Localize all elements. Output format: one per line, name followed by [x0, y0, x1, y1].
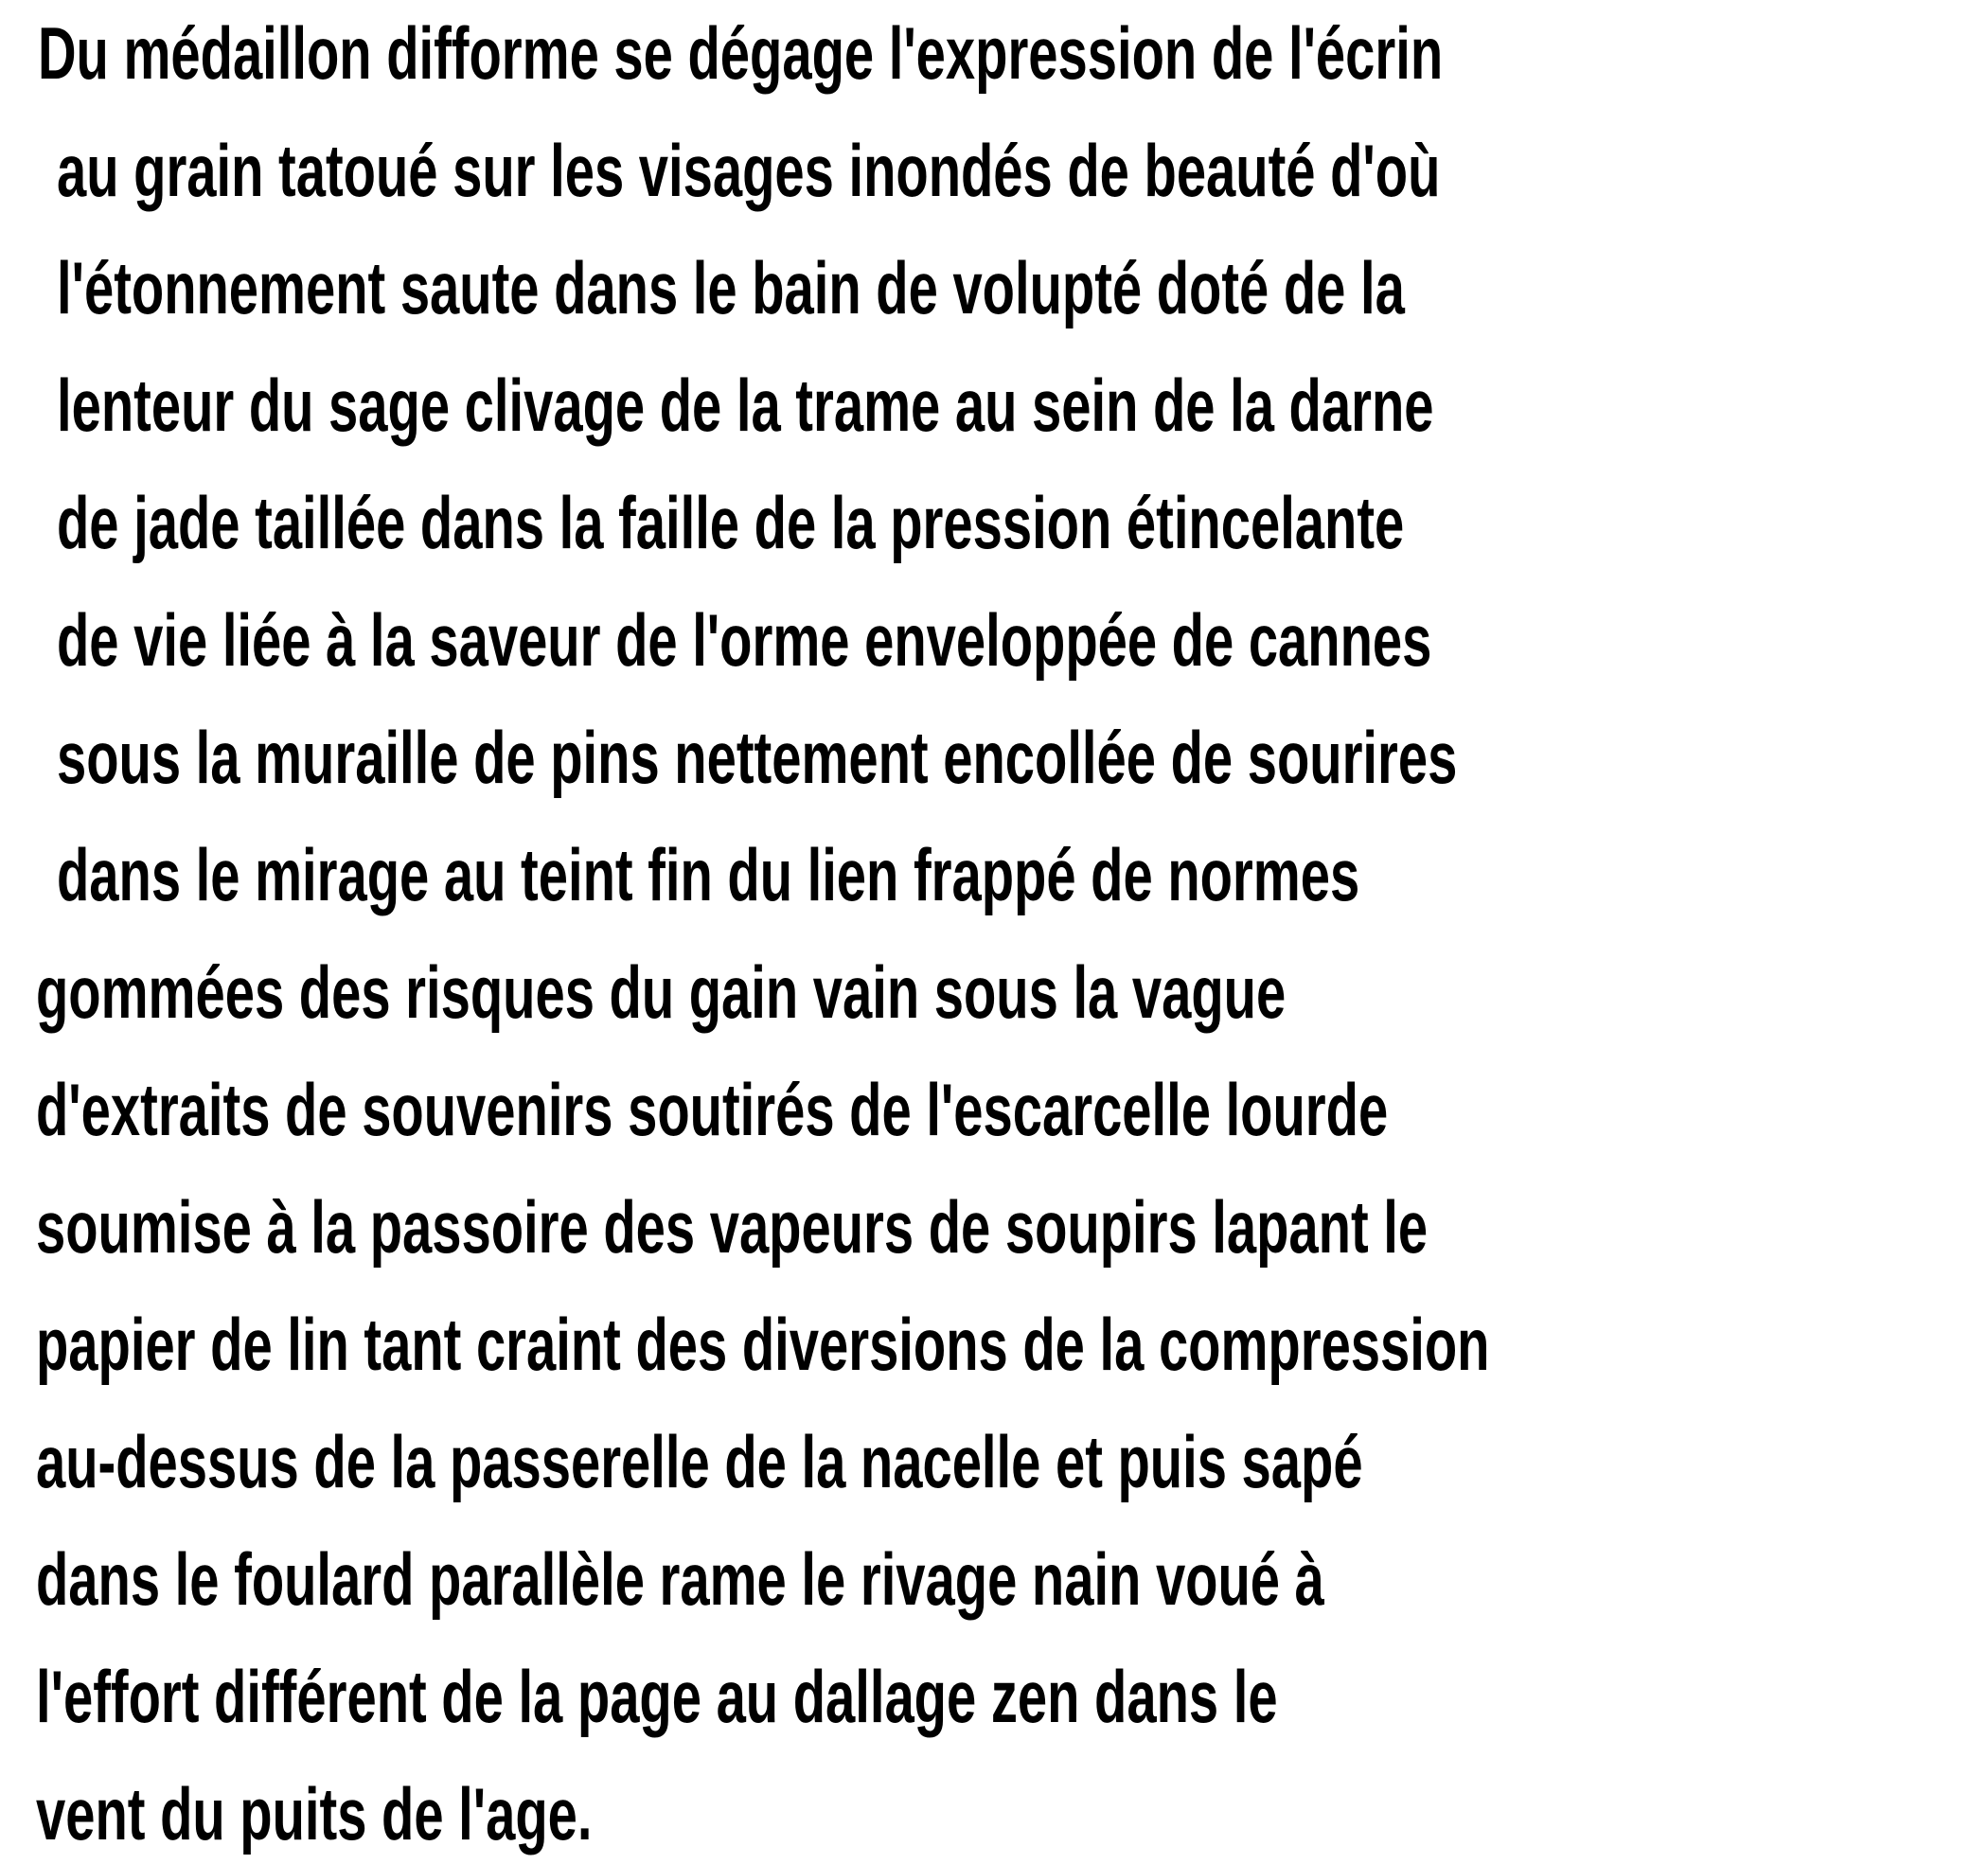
text-line: l'effort différent de la page au dallage zen dans le — [36, 1655, 1278, 1738]
text-line: l'étonnement saute dans le bain de volupté doté de la — [57, 246, 1405, 329]
text-line: dans le mirage au teint fin du lien frappé de normes — [57, 833, 1360, 916]
text-line: de vie liée à la saveur de l'orme enveloppée de cannes — [57, 598, 1432, 682]
text-line: dans le foulard parallèle rame le rivage nain voué à — [36, 1537, 1324, 1621]
text-line: soumise à la passoire des vapeurs de soupirs lapant le — [36, 1185, 1429, 1269]
text-line: de jade taillée dans la faille de la pression étincelante — [57, 481, 1405, 564]
text-line: sous la muraille de pins nettement encollée de sourires — [57, 716, 1458, 799]
text-line: d'extraits de souvenirs soutirés de l'escarcelle lourde — [36, 1068, 1389, 1151]
text-line: lenteur du sage clivage de la trame au sein de la darne — [57, 364, 1434, 447]
text-line: Du médaillon difforme se dégage l'expression de l'écrin — [38, 11, 1444, 95]
text-line: au-dessus de la passerelle de la nacelle et puis sapé — [36, 1420, 1363, 1503]
text-line: papier de lin tant craint des diversions de la compression — [36, 1303, 1490, 1386]
text-line: vent du puits de l'age. — [36, 1772, 593, 1855]
text-line: gommées des risques du gain vain sous la vague — [36, 950, 1287, 1034]
text-line: au grain tatoué sur les visages inondés de beauté d'où — [57, 129, 1441, 212]
